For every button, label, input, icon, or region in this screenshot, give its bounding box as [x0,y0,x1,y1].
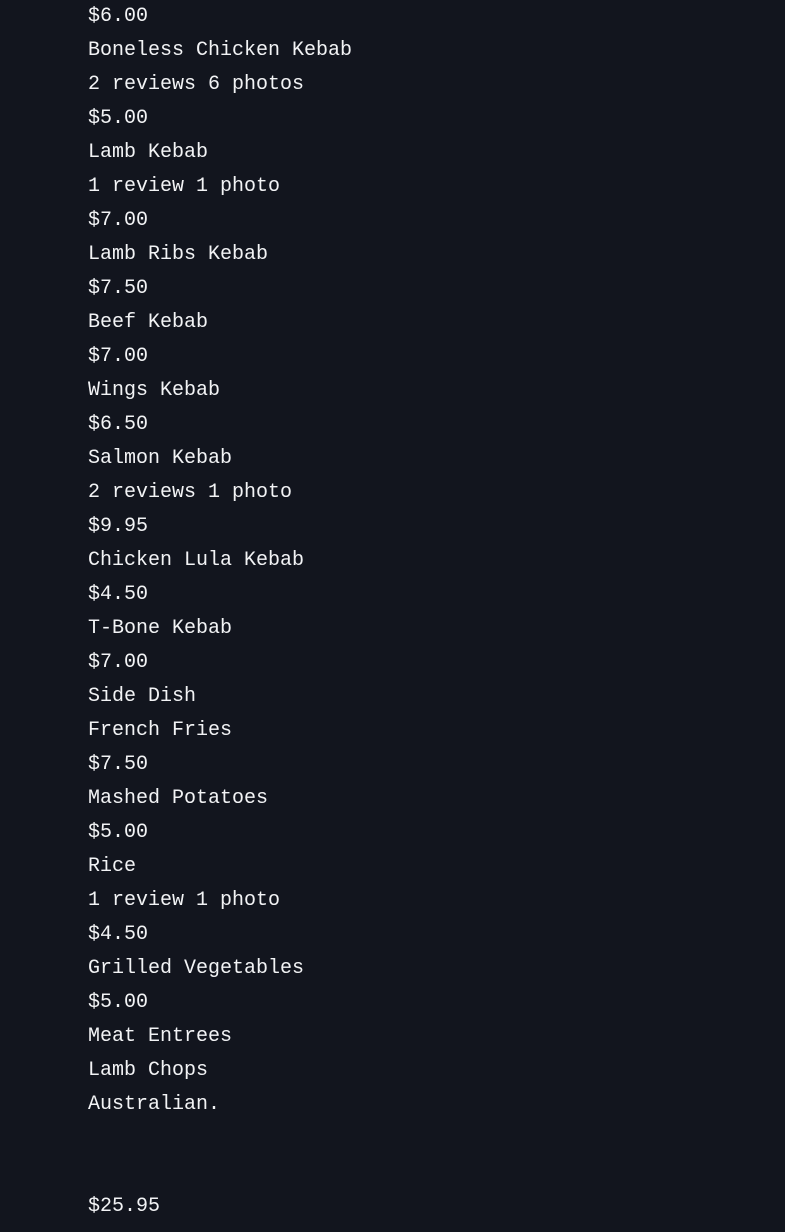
menu-line-item-name: Chicken Lula Kebab [88,549,305,572]
menu-line-reviews-photos: 1 review 1 photo [88,175,281,198]
blank-spacer [88,1122,748,1190]
menu-line-item-name: Salmon Kebab [88,447,233,470]
menu-line-item-name: French Fries [88,719,233,742]
menu-line-price: $7.00 [88,345,149,368]
menu-line-item-name: Wings Kebab [88,379,221,402]
menu-line-price: $7.00 [88,209,149,232]
menu-line-price: $6.50 [88,413,149,436]
menu-line-price: $25.95 [88,1195,161,1218]
menu-line-price: $7.00 [88,651,149,674]
menu-line-item-name: Mashed Potatoes [88,787,269,810]
menu-line-item-name: Boneless Chicken Kebab [88,39,353,62]
menu-line-item-name: Lamb Kebab [88,141,209,164]
menu-line-price: $9.95 [88,515,149,538]
menu-line-item-description: Australian. [88,1093,221,1116]
menu-line-item-name: T-Bone Kebab [88,617,233,640]
menu-line-reviews-photos: 2 reviews 6 photos [88,73,305,96]
menu-line-price: $5.00 [88,107,149,130]
menu-line-price: $4.50 [88,583,149,606]
menu-section-heading: Meat Entrees [88,1025,233,1048]
menu-line-reviews-photos: 2 reviews 1 photo [88,481,293,504]
menu-section-heading: Side Dish [88,685,197,708]
menu-line-item-name: Grilled Vegetables [88,957,305,980]
menu-line-item-name: Beef Kebab [88,311,209,334]
menu-line-price: $7.50 [88,277,149,300]
menu-line-price: $5.00 [88,991,149,1014]
menu-line-price: $7.50 [88,753,149,776]
menu-line-item-name: Lamb Ribs Kebab [88,243,269,266]
menu-line-price: $6.00 [88,5,149,28]
menu-line-price: $4.50 [88,923,149,946]
menu-line-item-name: Lamb Chops [88,1059,209,1082]
menu-list [88,0,748,1224]
menu-line-price: $5.00 [88,821,149,844]
menu-line-item-name: Rice [88,855,137,878]
menu-line-reviews-photos: 1 review 1 photo [88,889,281,912]
